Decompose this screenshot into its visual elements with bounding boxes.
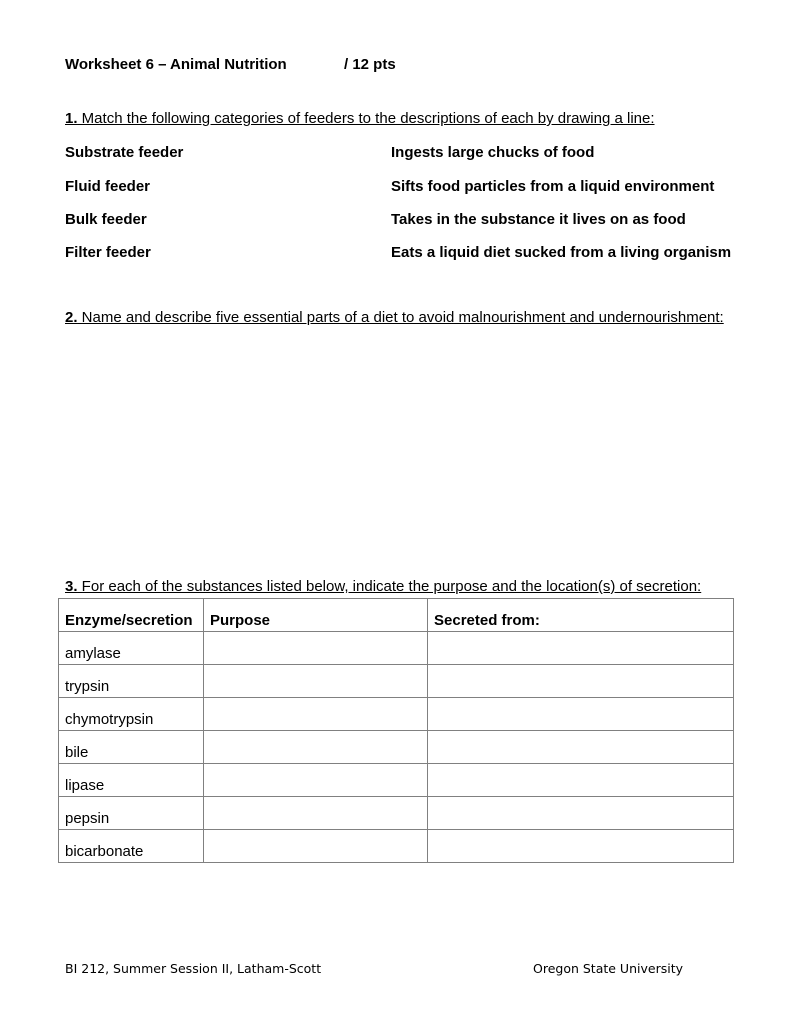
description-sifts-particles: Sifts food particles from a liquid environment: [391, 178, 715, 195]
enzyme-name: chymotrypsin: [59, 698, 204, 731]
description-liquid-diet: Eats a liquid diet sucked from a living organism: [391, 244, 732, 261]
question-1-text: Match the following categories of feeders to the descriptions of each by drawing a line:: [77, 110, 655, 127]
secreted-from-cell[interactable]: [428, 797, 734, 830]
purpose-cell[interactable]: [204, 764, 428, 797]
enzyme-name: trypsin: [59, 665, 204, 698]
table-row: [59, 632, 734, 665]
secreted-from-cell[interactable]: [428, 764, 734, 797]
description-ingests-large-chunks: Ingests large chucks of food: [391, 144, 595, 161]
feeder-fluid: Fluid feeder: [65, 178, 151, 195]
table-row: [59, 764, 734, 797]
question-2-prompt: [65, 309, 724, 326]
purpose-cell[interactable]: [204, 665, 428, 698]
secreted-from-cell[interactable]: [428, 731, 734, 764]
question-1-number: 1.: [65, 110, 78, 127]
footer-course: BI 212, Summer Session II, Latham-Scott: [65, 961, 322, 976]
enzyme-name: amylase: [59, 632, 204, 665]
description-takes-in-substance: Takes in the substance it lives on as food: [391, 211, 686, 228]
worksheet-title: Worksheet 6 – Animal Nutrition: [65, 56, 287, 73]
purpose-cell[interactable]: [204, 830, 428, 863]
feeder-filter: Filter feeder: [65, 244, 151, 261]
secretion-table: [58, 598, 734, 863]
purpose-cell[interactable]: [204, 698, 428, 731]
header-enzyme: Enzyme/secretion: [59, 599, 204, 632]
secreted-from-cell[interactable]: [428, 830, 734, 863]
enzyme-name: pepsin: [59, 797, 204, 830]
feeder-bulk: Bulk feeder: [65, 211, 147, 228]
footer-university: Oregon State University: [533, 961, 683, 976]
enzyme-name: bile: [59, 731, 204, 764]
feeder-substrate: Substrate feeder: [65, 144, 184, 161]
secreted-from-cell[interactable]: [428, 665, 734, 698]
table-row: [59, 797, 734, 830]
enzyme-name: bicarbonate: [59, 830, 204, 863]
header-purpose: Purpose: [204, 599, 428, 632]
table-row: [59, 731, 734, 764]
header-secreted-from: Secreted from:: [428, 599, 734, 632]
question-2-text: Name and describe five essential parts of a diet to avoid malnourishment and undernourishment:: [77, 309, 724, 326]
secreted-from-cell[interactable]: [428, 632, 734, 665]
table-header-row: [59, 599, 734, 632]
points-total: / 12 pts: [344, 56, 396, 73]
question-3-number: 3.: [65, 578, 78, 595]
purpose-cell[interactable]: [204, 731, 428, 764]
table-row: [59, 665, 734, 698]
table-row: [59, 830, 734, 863]
question-2-number: 2.: [65, 309, 78, 326]
table-row: [59, 698, 734, 731]
enzyme-name: lipase: [59, 764, 204, 797]
question-3-prompt: [65, 578, 701, 595]
question-3-text: For each of the substances listed below, indicate the purpose and the location(s) of secretion:: [77, 578, 702, 595]
purpose-cell[interactable]: [204, 632, 428, 665]
question-1-prompt: [65, 110, 655, 127]
secreted-from-cell[interactable]: [428, 698, 734, 731]
purpose-cell[interactable]: [204, 797, 428, 830]
